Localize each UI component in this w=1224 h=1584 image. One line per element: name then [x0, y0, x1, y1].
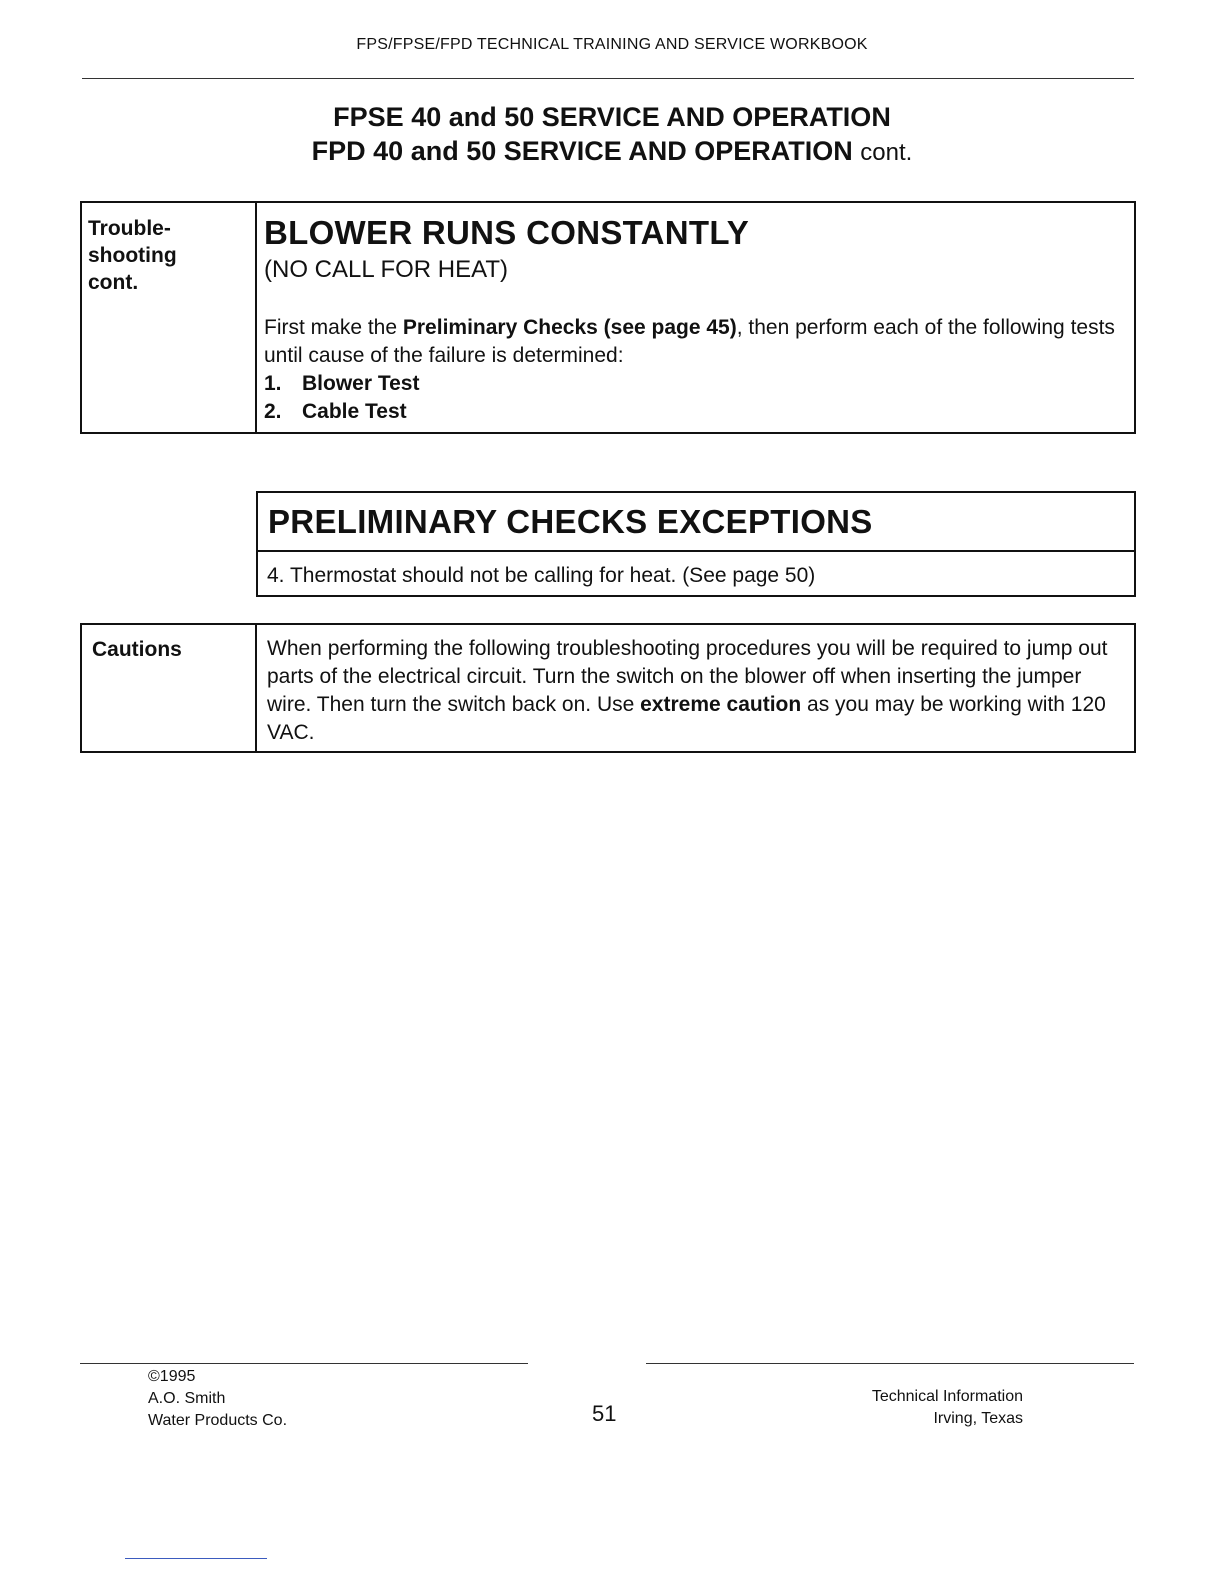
cautions-text [267, 635, 1127, 747]
footer-right-line-1: Technical Information [871, 1388, 1023, 1405]
preliminary-item: 4. Thermostat should not be calling for heat. (See page 50) [267, 564, 816, 587]
cautions-divider [255, 624, 257, 752]
page-number: 51 [592, 1401, 617, 1426]
troubleshooting-label-line: cont. [88, 271, 139, 294]
cautions-text-after: as you may be working with 120 VAC. [267, 693, 1106, 744]
footer-right-line-2: Irving, Texas [933, 1410, 1023, 1427]
preliminary-heading: PRELIMINARY CHECKS EXCEPTIONS [268, 503, 873, 540]
scan-artifact-line [125, 1558, 267, 1559]
test-list-item [264, 370, 419, 398]
test-name: Blower Test [302, 372, 420, 395]
intro-text-before: First make the [264, 316, 403, 339]
page-title-line-1: FPSE 40 and 50 SERVICE AND OPERATION [333, 102, 891, 132]
intro-text-bold: Preliminary Checks (see page 45) [402, 316, 737, 339]
test-list [264, 370, 419, 426]
footer-right [820, 1386, 1023, 1430]
test-number: 2. [264, 400, 282, 423]
cautions-label: Cautions [92, 638, 182, 661]
page-title-line-2-main: FPD 40 and 50 SERVICE AND OPERATION [311, 136, 853, 166]
preliminary-rule [257, 550, 1135, 552]
test-list-item [264, 398, 419, 426]
header-rule [82, 78, 1134, 79]
test-number: 1. [264, 372, 282, 395]
cautions-text-before: When performing the following troubleshooting procedures you will be required to jump out parts of the electrical circuit. Turn the switch on the blower off when inserting the jumper wire. Then turn the switch back on. Use [267, 637, 1108, 716]
page-title-line-2 [0, 136, 1224, 167]
test-name: Cable Test [302, 400, 407, 423]
page-title-cont: cont. [860, 139, 913, 166]
copyright: ©1995 [148, 1368, 196, 1385]
troubleshooting-intro [264, 314, 1124, 370]
intro-text-after: , then perform each of the following tests until cause of the failure is determined: [264, 316, 1115, 367]
company-name: A.O. Smith [148, 1390, 226, 1407]
footer-left [148, 1366, 287, 1432]
section-subheading: (NO CALL FOR HEAT) [264, 256, 509, 283]
troubleshooting-label-line: shooting [88, 244, 177, 267]
section-heading-blower: BLOWER RUNS CONSTANTLY [264, 214, 750, 251]
footer-rule-left [80, 1363, 528, 1364]
running-header: FPS/FPSE/FPD TECHNICAL TRAINING AND SERVICE WORKBOOK [356, 36, 868, 53]
footer-rule-right [646, 1363, 1134, 1364]
troubleshooting-label-line: Trouble- [88, 217, 171, 240]
troubleshooting-divider [255, 202, 257, 433]
troubleshooting-label [88, 215, 248, 296]
cautions-text-bold: extreme caution [640, 693, 802, 716]
company-division: Water Products Co. [148, 1412, 288, 1429]
